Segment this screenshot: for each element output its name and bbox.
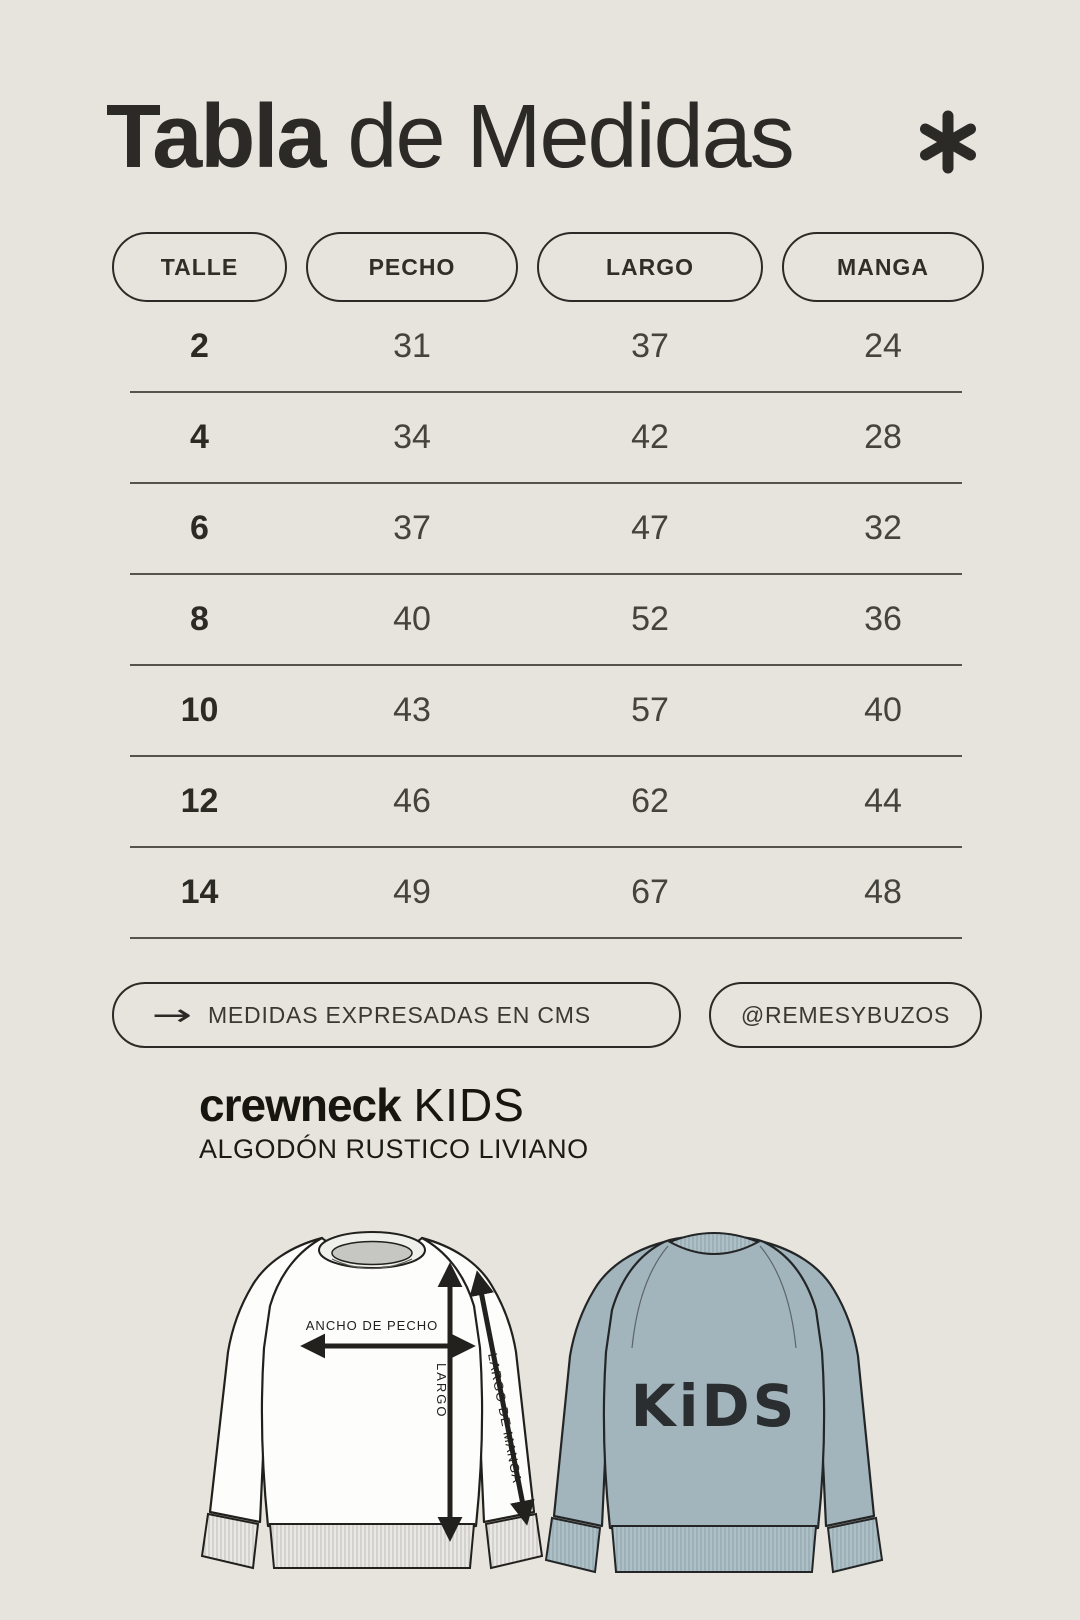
measurement-note-pill	[112, 982, 681, 1048]
back-right-cuff	[828, 1518, 882, 1572]
cell-sleeve: 48	[864, 873, 902, 911]
cell-chest: 37	[393, 509, 431, 547]
page-title-rest: de Medidas	[324, 87, 793, 187]
cell-chest: 34	[393, 418, 431, 456]
front-sweatshirt-illustration	[200, 1228, 545, 1583]
column-header-manga: MANGA	[782, 232, 984, 302]
product-block	[199, 1080, 589, 1165]
table-row	[112, 484, 984, 573]
cell-size: 6	[190, 509, 209, 547]
measurement-note-text: MEDIDAS EXPRESADAS EN CMS	[207, 1001, 591, 1028]
back-print-text: KiDS	[630, 1372, 798, 1440]
social-handle-pill	[709, 982, 982, 1048]
column-header-pecho: PECHO	[306, 232, 518, 302]
product-material: ALGODÓN RUSTICO LIVIANO	[199, 1133, 589, 1164]
cell-sleeve: 36	[864, 600, 902, 638]
table-row	[112, 757, 984, 846]
front-hem-band	[270, 1524, 474, 1568]
cell-sleeve: 24	[864, 327, 902, 365]
body-length-label: LARGO	[434, 1363, 449, 1419]
cell-length: 37	[631, 327, 669, 365]
table-row	[112, 848, 984, 937]
back-hem-band	[612, 1526, 816, 1572]
product-name	[199, 1080, 589, 1131]
page-title	[106, 87, 793, 187]
product-name-secondary: KIDS	[413, 1079, 525, 1131]
back-sweatshirt-illustration	[540, 1228, 885, 1588]
front-left-cuff	[202, 1514, 258, 1568]
product-name-primary: crewneck	[199, 1079, 401, 1131]
cell-chest: 49	[393, 873, 431, 911]
cell-size: 12	[180, 782, 219, 820]
table-row	[112, 666, 984, 755]
column-header-largo: LARGO	[537, 232, 763, 302]
cell-size: 8	[190, 600, 209, 638]
cell-size: 4	[190, 418, 209, 456]
chest-width-label: ANCHO DE PECHO	[305, 1318, 439, 1333]
cell-size: 14	[180, 873, 219, 911]
front-collar-inner	[332, 1242, 412, 1265]
row-divider	[130, 937, 962, 939]
column-header-talle: TALLE	[112, 232, 287, 302]
table-row	[112, 302, 984, 391]
social-handle-text: @REMESYBUZOS	[740, 1001, 951, 1028]
cell-length: 57	[631, 691, 669, 729]
cell-chest: 46	[393, 782, 431, 820]
cell-sleeve: 44	[864, 782, 902, 820]
cell-chest: 40	[393, 600, 431, 638]
cell-length: 42	[631, 418, 669, 456]
back-left-cuff	[546, 1518, 600, 1572]
sleeve-length-label: LARGO DE MANGA	[485, 1351, 526, 1485]
cell-length: 47	[631, 509, 669, 547]
cell-sleeve: 32	[864, 509, 902, 547]
page-title-emphasis: Tabla	[106, 87, 325, 187]
cell-length: 62	[631, 782, 669, 820]
cell-chest: 43	[393, 691, 431, 729]
cell-chest: 31	[393, 327, 431, 365]
cell-sleeve: 40	[864, 691, 902, 729]
cell-length: 52	[631, 600, 669, 638]
cell-length: 67	[631, 873, 669, 911]
table-row	[112, 575, 984, 664]
front-right-cuff	[486, 1514, 542, 1568]
table-row	[112, 393, 984, 482]
size-table	[112, 302, 984, 939]
cell-size: 2	[190, 327, 209, 365]
cell-sleeve: 28	[864, 418, 902, 456]
table-header-row	[112, 232, 984, 302]
right-arrow-icon: →	[152, 997, 194, 1033]
cell-size: 10	[180, 691, 219, 729]
asterisk-icon	[916, 110, 980, 174]
